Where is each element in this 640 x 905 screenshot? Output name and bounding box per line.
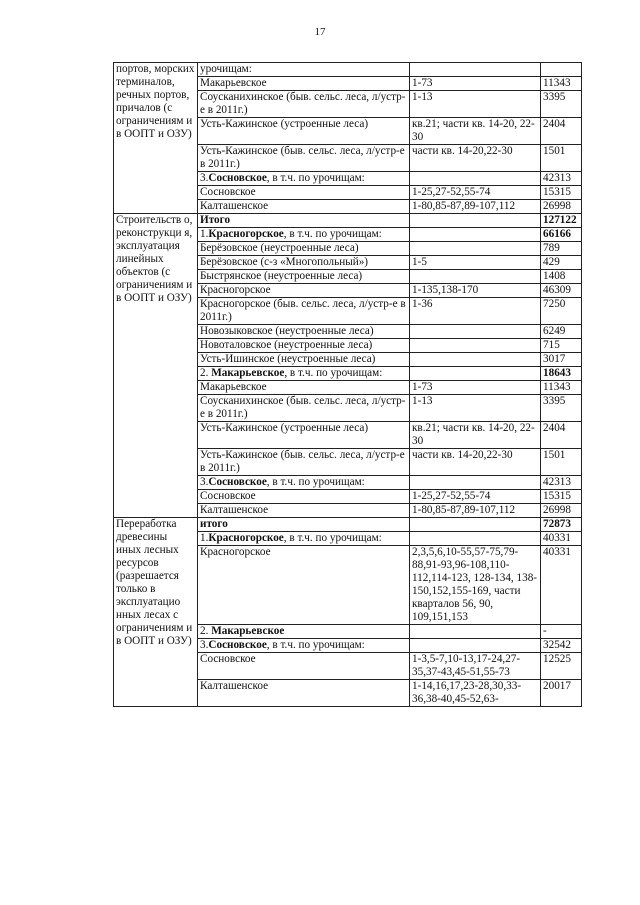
tract-name: , в т.ч. по урочищам: <box>283 228 382 240</box>
quarters-cell <box>410 367 541 381</box>
area-cell: 11343 <box>541 381 582 395</box>
quarters-cell: 1-80,85-87,89-107,112 <box>410 504 541 518</box>
quarters-cell: 2,3,5,6,10-55,57-75,79-88,91-93,96-108,110-112,114-123, 128-134, 138-150,152,155-169, части кварталов 56, 90, 109,151,153 <box>410 546 541 625</box>
area-cell: 32542 <box>541 639 582 653</box>
quarters-cell: части кв. 14-20,22-30 <box>410 449 541 476</box>
tract-name-cell <box>198 63 410 77</box>
tract-name-cell <box>198 77 410 91</box>
tract-name: Новозыковское (неустроенные леса) <box>200 325 374 337</box>
tract-name-cell <box>198 242 410 256</box>
tract-name: Соусканихинское (быв. сельс. леса, л/устр-е в 2011г.) <box>200 91 406 116</box>
tract-name: Усть-Кажинское (быв. сельс. леса, л/устр-е в 2011г.) <box>200 449 405 474</box>
section-label: Переработка древесины иных лесных ресурсов (разрешается только в эксплуатацио нных лесах с ограничениям и в ООПТ и ОЗУ) <box>114 518 198 707</box>
tract-name-cell <box>198 118 410 145</box>
area-cell: 715 <box>541 339 582 353</box>
tract-name: Калташенское <box>200 680 269 692</box>
quarters-cell: 1-14,16,17,23-28,30,33-36,38-40,45-52,63- <box>410 680 541 707</box>
tract-name-cell <box>198 91 410 118</box>
tract-name-cell <box>198 422 410 449</box>
tract-name-cell <box>198 639 410 653</box>
tract-name-cell <box>198 367 410 381</box>
quarters-cell: 1-73 <box>410 381 541 395</box>
area-cell: 1408 <box>541 270 582 284</box>
area-cell: 11343 <box>541 77 582 91</box>
area-cell: 2404 <box>541 118 582 145</box>
item-number: 1. <box>200 228 209 240</box>
area-cell: 429 <box>541 256 582 270</box>
tract-name: Усть-Кажинское (устроенные леса) <box>200 118 369 130</box>
area-cell: 789 <box>541 242 582 256</box>
forestry-name: Макарьевское <box>211 625 285 637</box>
tract-name-cell <box>198 532 410 546</box>
tract-name-cell <box>198 490 410 504</box>
tract-name: Берёзовское (с-з «Многопольный») <box>200 256 369 268</box>
area-cell: 1501 <box>541 449 582 476</box>
quarters-cell <box>410 639 541 653</box>
tract-name: Калташенское <box>200 504 269 516</box>
area-cell: 72873 <box>541 518 582 532</box>
tract-name-cell <box>198 228 410 242</box>
tract-name-cell <box>198 353 410 367</box>
quarters-cell <box>410 518 541 532</box>
forestry-name: Сосновское <box>208 476 267 488</box>
quarters-cell <box>410 270 541 284</box>
tract-name-cell <box>198 653 410 680</box>
quarters-cell: части кв. 14-20,22-30 <box>410 145 541 172</box>
tract-name-cell <box>198 546 410 625</box>
tract-name-cell <box>198 200 410 214</box>
tract-name: Красногорское <box>200 546 271 558</box>
area-cell: 42313 <box>541 172 582 186</box>
tract-name: Красногорское (быв. сельс. леса, л/устр-е в 2011г.) <box>200 298 406 323</box>
item-number: 3. <box>200 476 209 488</box>
tract-name: Сосновское <box>200 186 256 198</box>
section-label: портов, морских терминалов, речных портов, причалов (с ограничениям и в ООПТ и ОЗУ) <box>114 63 198 214</box>
area-cell: 20017 <box>541 680 582 707</box>
quarters-cell: кв.21; части кв. 14-20, 22-30 <box>410 118 541 145</box>
tract-name: Усть-Ишинское (неустроенные леса) <box>200 353 376 365</box>
quarters-cell: кв.21; части кв. 14-20, 22-30 <box>410 422 541 449</box>
quarters-cell <box>410 532 541 546</box>
item-number: 2. <box>200 625 212 637</box>
tract-name-cell <box>198 298 410 325</box>
tract-name-cell <box>198 145 410 172</box>
land-use-table <box>113 62 582 707</box>
table-row <box>114 518 582 532</box>
quarters-cell: 1-13 <box>410 395 541 422</box>
quarters-cell: 1-80,85-87,89-107,112 <box>410 200 541 214</box>
quarters-cell <box>410 325 541 339</box>
area-cell: 2404 <box>541 422 582 449</box>
quarters-cell <box>410 476 541 490</box>
forestry-name: Итого <box>200 214 231 226</box>
table-row <box>114 214 582 228</box>
tract-name-cell <box>198 625 410 639</box>
quarters-cell: 1-13 <box>410 91 541 118</box>
item-number: 2. <box>200 367 212 379</box>
area-cell: 42313 <box>541 476 582 490</box>
tract-name-cell <box>198 270 410 284</box>
tract-name-cell <box>198 325 410 339</box>
tract-name: Усть-Кажинское (устроенные леса) <box>200 422 369 434</box>
quarters-cell <box>410 353 541 367</box>
area-cell: 46309 <box>541 284 582 298</box>
area-cell: 3017 <box>541 353 582 367</box>
tract-name-cell <box>198 339 410 353</box>
tract-name-cell <box>198 518 410 532</box>
quarters-cell <box>410 339 541 353</box>
area-cell: 66166 <box>541 228 582 242</box>
area-cell <box>541 63 582 77</box>
area-cell: 40331 <box>541 532 582 546</box>
tract-name: , в т.ч. по урочищам: <box>283 532 382 544</box>
quarters-cell: 1-25,27-52,55-74 <box>410 186 541 200</box>
area-cell: 7250 <box>541 298 582 325</box>
tract-name: Красногорское <box>200 284 271 296</box>
area-cell: 3395 <box>541 91 582 118</box>
tract-name: Быстрянское (неустроенные леса) <box>200 270 363 282</box>
area-cell: 26998 <box>541 200 582 214</box>
tract-name: Берёзовское (неустроенные леса) <box>200 242 359 254</box>
forestry-name: Сосновское <box>208 172 267 184</box>
tract-name-cell <box>198 680 410 707</box>
area-cell: 18643 <box>541 367 582 381</box>
quarters-cell <box>410 625 541 639</box>
item-number: 3. <box>200 172 209 184</box>
section-label: Строительств о, реконструкци я, эксплуатация линейных объектов (с ограничениям и в ООПТ и ОЗУ) <box>114 214 198 518</box>
tract-name-cell <box>198 381 410 395</box>
page-number: 17 <box>314 26 326 38</box>
item-number: 3. <box>200 639 209 651</box>
item-number: 1. <box>200 532 209 544</box>
forestry-name: Макарьевское <box>211 367 285 379</box>
tract-name: Усть-Кажинское (быв. сельс. леса, л/устр-е в 2011г.) <box>200 145 405 170</box>
area-cell: 12525 <box>541 653 582 680</box>
area-cell: 15315 <box>541 186 582 200</box>
area-cell: 15315 <box>541 490 582 504</box>
area-cell: 3395 <box>541 395 582 422</box>
tract-name-cell <box>198 449 410 476</box>
quarters-cell: 1-135,138-170 <box>410 284 541 298</box>
area-cell: 6249 <box>541 325 582 339</box>
tract-name-cell <box>198 504 410 518</box>
tract-name-cell <box>198 284 410 298</box>
quarters-cell: 1-5 <box>410 256 541 270</box>
tract-name: Новоталовское (неустроенные леса) <box>200 339 373 351</box>
quarters-cell: 1-73 <box>410 77 541 91</box>
tract-name-cell <box>198 172 410 186</box>
area-cell: 127122 <box>541 214 582 228</box>
tract-name-cell <box>198 214 410 228</box>
table-row <box>114 63 582 77</box>
tract-name-cell <box>198 186 410 200</box>
tract-name: Сосновское <box>200 653 256 665</box>
quarters-cell: 1-25,27-52,55-74 <box>410 490 541 504</box>
quarters-cell <box>410 242 541 256</box>
tract-name-cell <box>198 476 410 490</box>
quarters-cell <box>410 63 541 77</box>
tract-name: Калташенское <box>200 200 269 212</box>
area-cell: 1501 <box>541 145 582 172</box>
quarters-cell <box>410 228 541 242</box>
tract-name: , в т.ч. по урочищам: <box>266 172 365 184</box>
tract-name: , в т.ч. по урочищам: <box>266 476 365 488</box>
tract-name: , в т.ч. по урочищам: <box>266 639 365 651</box>
area-cell: 40331 <box>541 546 582 625</box>
area-cell: 26998 <box>541 504 582 518</box>
quarters-cell <box>410 214 541 228</box>
forestry-name: Красногорское <box>208 532 284 544</box>
tract-name: урочищам: <box>200 63 252 75</box>
forestry-name: итого <box>200 518 228 530</box>
tract-name: , в т.ч. по урочищам: <box>284 367 383 379</box>
tract-name: Макарьевское <box>200 381 267 393</box>
quarters-cell <box>410 172 541 186</box>
area-cell: - <box>541 625 582 639</box>
tract-name-cell <box>198 256 410 270</box>
tract-name: Соусканихинское (быв. сельс. леса, л/устр-е в 2011г.) <box>200 395 406 420</box>
quarters-cell: 1-3,5-7,10-13,17-24,27-35,37-43,45-51,55-73 <box>410 653 541 680</box>
quarters-cell: 1-36 <box>410 298 541 325</box>
forestry-name: Сосновское <box>208 639 267 651</box>
tract-name: Сосновское <box>200 490 256 502</box>
forestry-name: Красногорское <box>208 228 284 240</box>
tract-name: Макарьевское <box>200 77 267 89</box>
tract-name-cell <box>198 395 410 422</box>
